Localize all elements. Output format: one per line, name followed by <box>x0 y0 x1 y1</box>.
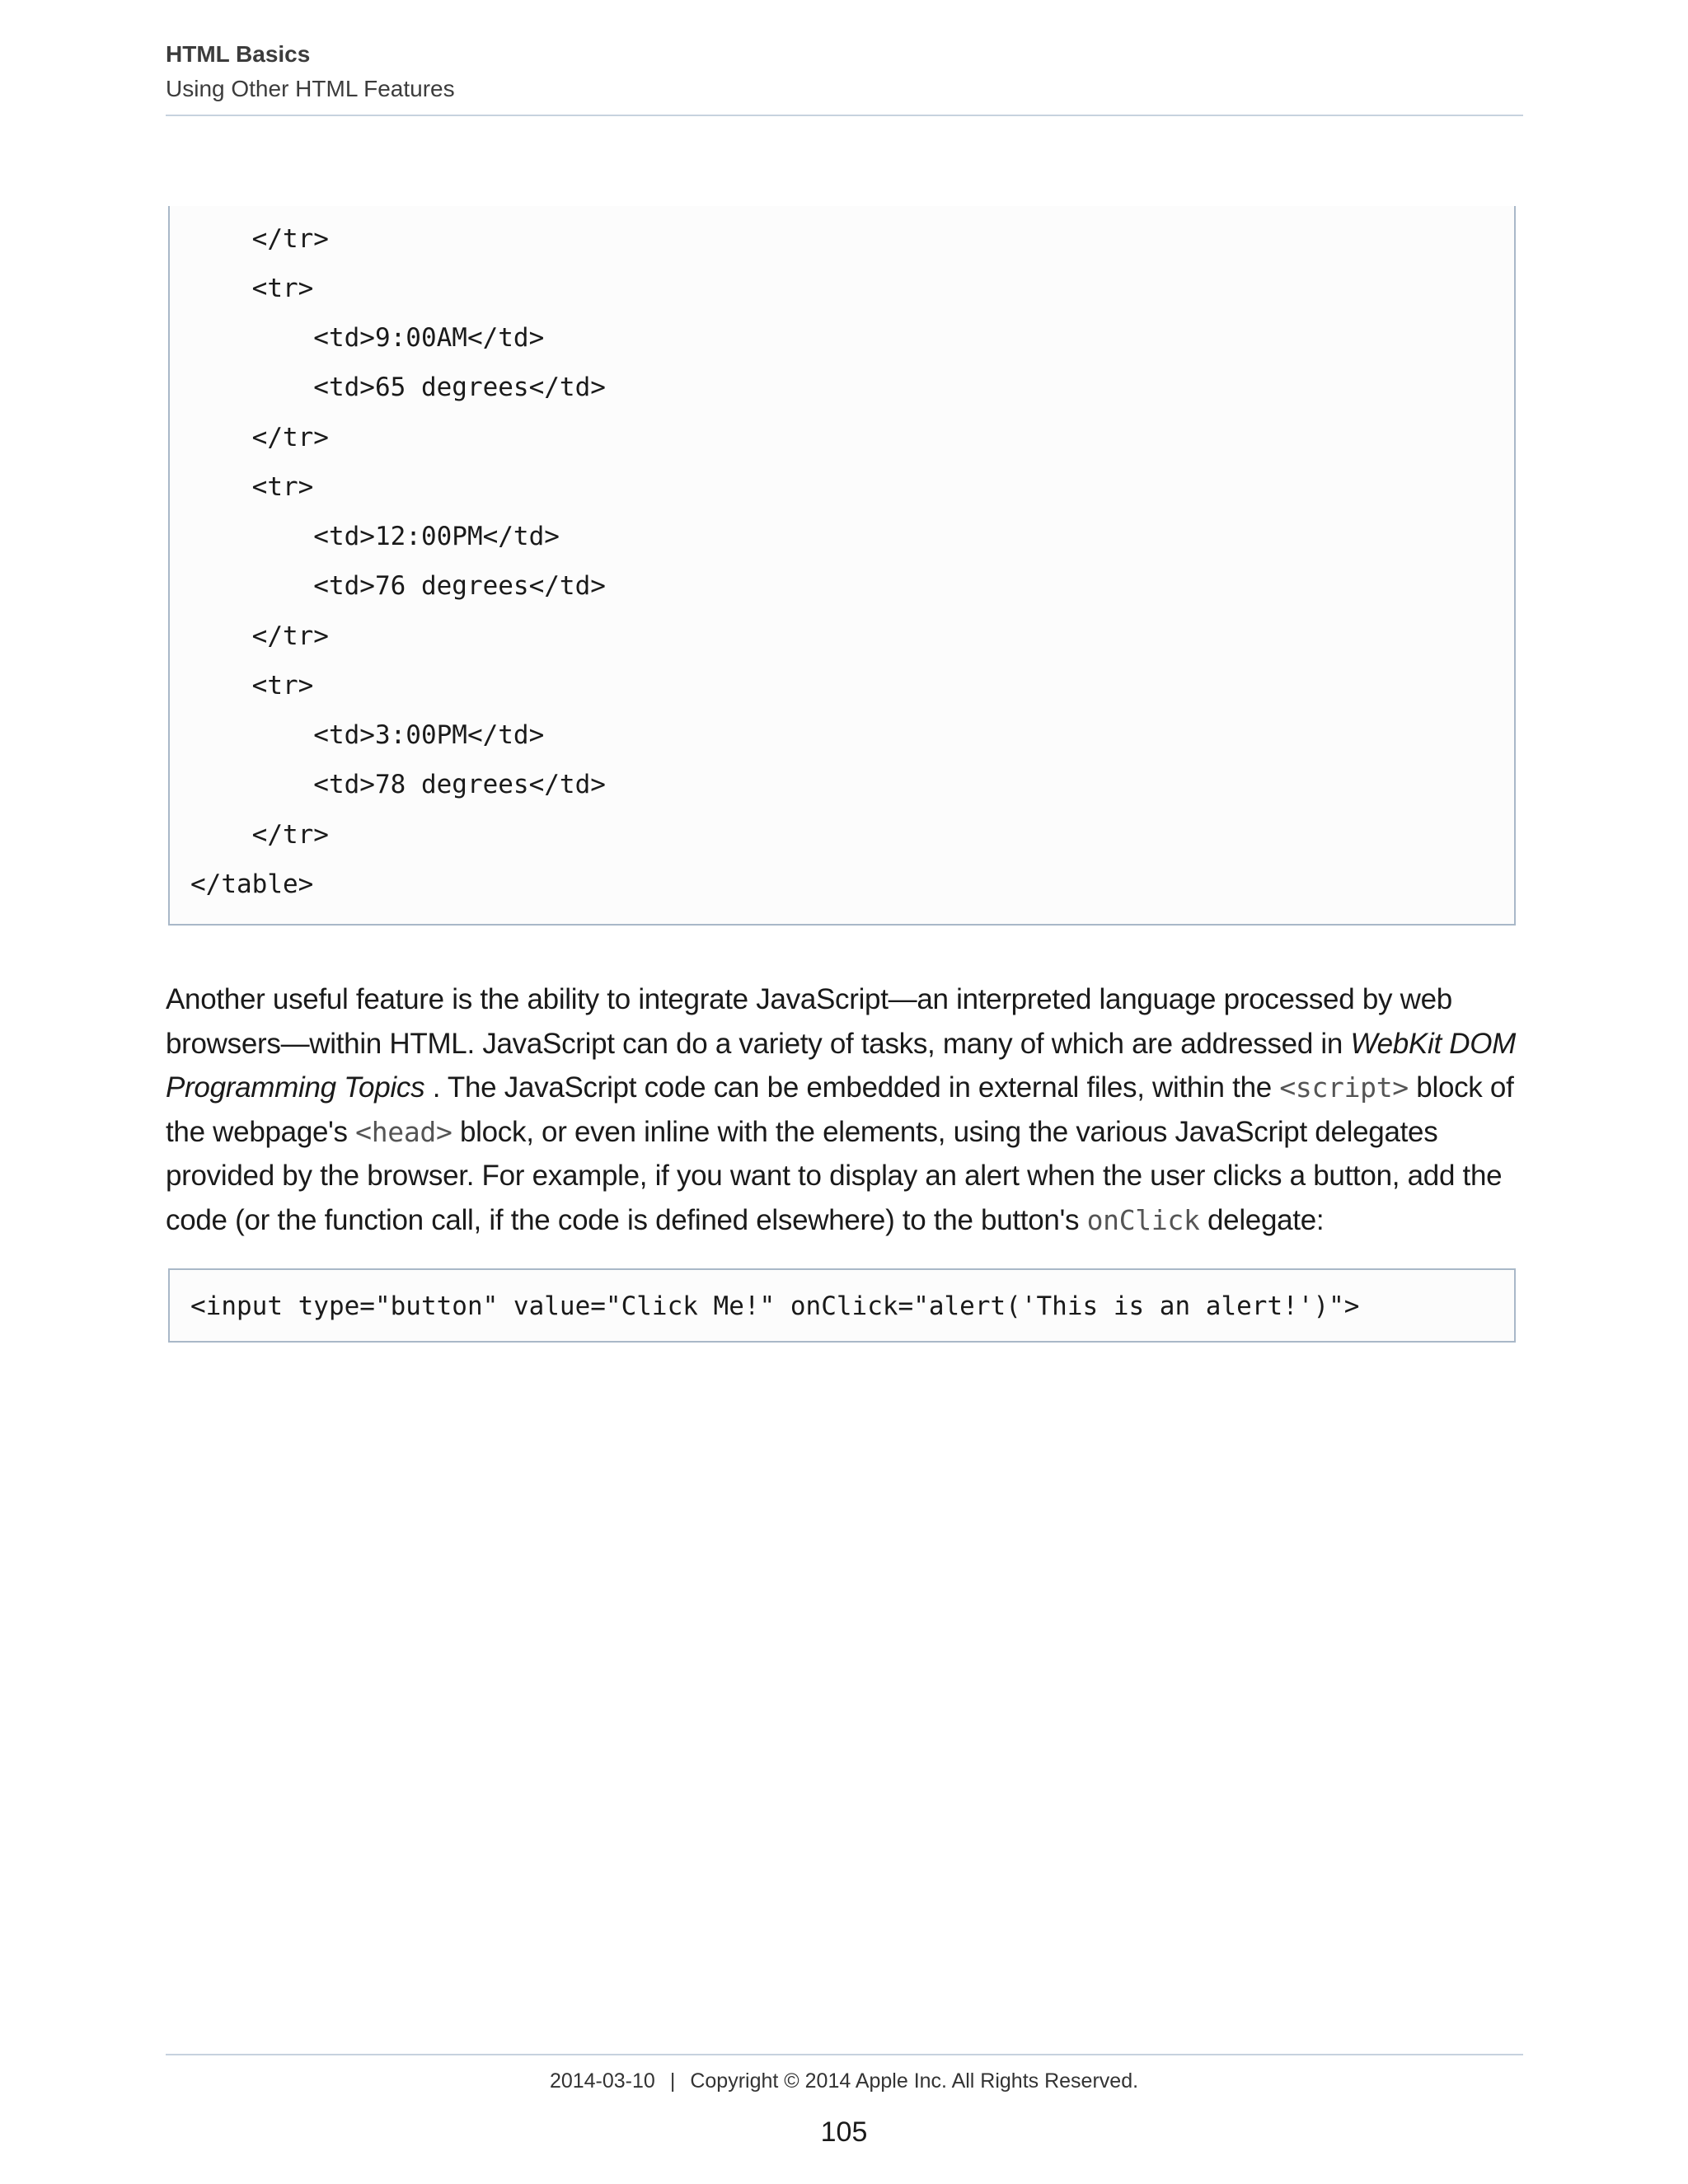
code-line: <input type="button" value="Click Me!" onClick="alert('This is an alert!')"> <box>190 1291 1360 1321</box>
paragraph-text: . The JavaScript code can be embedded in external files, within the <box>424 1071 1280 1104</box>
code-block-input-example <box>168 1268 1516 1343</box>
code-line: <tr> <box>190 671 314 701</box>
book-title-link[interactable]: WebKit DOM Programming Topics <box>166 1027 1517 1104</box>
inline-code-script: <script> <box>1279 1071 1409 1104</box>
inline-code-onclick: onClick <box>1086 1203 1200 1236</box>
body-paragraph <box>166 977 1526 1243</box>
code-line: <td>9:00AM</td> <box>190 323 545 353</box>
code-line: </tr> <box>190 423 329 452</box>
inline-code-head: <head> <box>355 1115 452 1148</box>
code-block-table-continuation <box>168 206 1516 926</box>
code-line: </table> <box>190 869 314 899</box>
document-title: HTML Basics <box>166 41 311 67</box>
code-line: </tr> <box>190 621 329 651</box>
code-line: <td>78 degrees</td> <box>190 770 606 799</box>
section-title: Using Other HTML Features <box>166 76 455 101</box>
footer-divider <box>166 2054 1523 2055</box>
footer <box>0 2067 1688 2095</box>
paragraph-text: block, or even inline with the elements, using the various JavaScript delegates provided by the browser. For example, if you want to display an alert when the user clicks a button, add the code (or the function call, if the code is defined elsewhere) to the button's <box>166 1115 1503 1236</box>
code-line: <tr> <box>190 472 314 502</box>
code-line: <td>3:00PM</td> <box>190 720 545 750</box>
paragraph-text: Another useful feature is the ability to integrate JavaScript—an interpreted language processed by web browsers—within HTML. JavaScript can do a variety of tasks, many of which are addressed in <box>166 983 1452 1060</box>
footer-copyright: Copyright © 2014 Apple Inc. All Rights Reserved. <box>690 2069 1139 2093</box>
code-line: <td>76 degrees</td> <box>190 571 606 601</box>
footer-date: 2014-03-10 <box>549 2069 655 2093</box>
code-line: </tr> <box>190 224 329 254</box>
code-line: <tr> <box>190 274 314 303</box>
paragraph-text: block of the webpage's <box>166 1071 1514 1148</box>
footer-separator: | <box>669 2069 676 2093</box>
paragraph-text: delegate: <box>1199 1203 1325 1236</box>
code-line: <td>12:00PM</td> <box>190 522 560 551</box>
page-header <box>166 40 1523 116</box>
code-line: </tr> <box>190 820 329 850</box>
code-line: <td>65 degrees</td> <box>190 373 606 402</box>
page-number: 105 <box>820 2116 868 2148</box>
